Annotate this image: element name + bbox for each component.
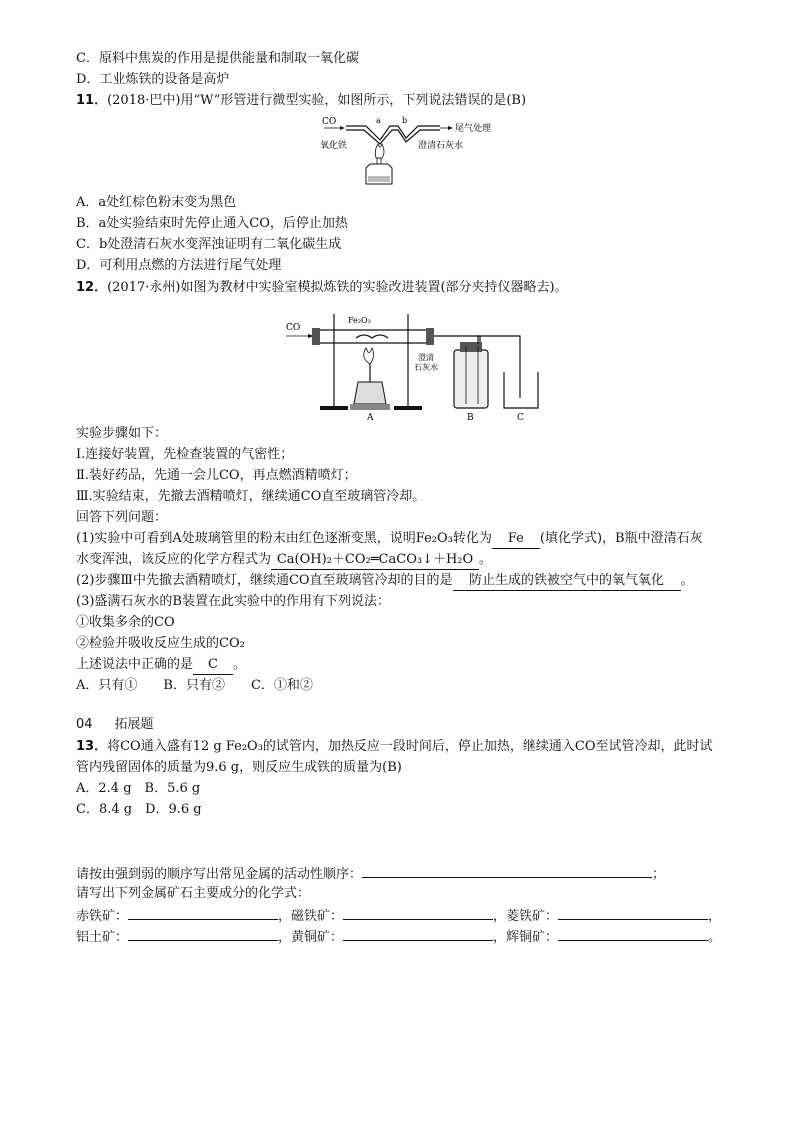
q12-stem-text: (2017·永州)如图为教材中实验室模拟炼铁的实验改进装置(部分夹持仪器略去)。 bbox=[107, 280, 568, 295]
q12-p1-text-d: 。 bbox=[479, 552, 493, 567]
magnetite-blank[interactable] bbox=[343, 906, 493, 920]
q12-step-3: Ⅲ.实验结束，先撤去酒精喷灯，继续通CO直至玻璃管冷却。 bbox=[76, 489, 426, 504]
q12-answer-title: 回答下列问题： bbox=[76, 510, 168, 525]
figure-label-limewater: 澄清石灰水 bbox=[418, 141, 464, 151]
fe2o3-powder bbox=[356, 335, 388, 338]
q13-line2: 管内残留固体的质量为9.6 g，则反应生成铁的质量为(B) bbox=[76, 760, 402, 775]
hematite-label: 赤铁矿： bbox=[76, 909, 129, 924]
apparatus-label-b: B bbox=[467, 413, 474, 422]
q12-p3-end: 。 bbox=[233, 657, 247, 672]
q13-options-row1: A．2.4 g B．5.6 g bbox=[76, 781, 201, 796]
q10-option-c: C．原料中焦炭的作用是提供能量和制取一氧化碳 bbox=[76, 51, 359, 66]
q12-answer-c: C bbox=[193, 656, 233, 675]
figure-label-tail: 尾气处理 bbox=[455, 124, 492, 134]
figure-label-co: CO bbox=[322, 117, 337, 127]
q13-line1-text: 将CO通入盛有12 g Fe₂O₃的试管内，加热反应一段时间后，停止加热，继续通入CO至试管冷却，此时试 bbox=[107, 739, 713, 754]
section-title: 拓展题 bbox=[114, 717, 154, 732]
apparatus-label-co: CO bbox=[286, 323, 301, 333]
iron-smelting-apparatus bbox=[284, 308, 544, 422]
chalcopyrite-blank[interactable] bbox=[343, 927, 493, 941]
section-header bbox=[76, 716, 154, 734]
activity-series-end: ； bbox=[652, 867, 666, 882]
activity-series-prompt bbox=[76, 864, 665, 884]
ore-formula-prompt: 请写出下列金属矿石主要成分的化学式： bbox=[76, 886, 311, 901]
q12-options: A．只有① B．只有② C．①和② bbox=[76, 678, 313, 693]
q10-option-d: D．工业炼铁的设备是高炉 bbox=[76, 72, 230, 87]
chalcocite-label: ，辉铜矿： bbox=[493, 930, 559, 945]
q11-number: 11． bbox=[76, 93, 108, 108]
q12-part3-question bbox=[76, 656, 246, 675]
row-2-end: 。 bbox=[708, 930, 722, 945]
q12-part1-line1 bbox=[76, 530, 703, 549]
siderite-label: ，菱铁矿： bbox=[493, 909, 559, 924]
q12-number: 12． bbox=[76, 280, 108, 295]
ore-row-2 bbox=[76, 927, 721, 947]
q12-p2-text-a: (2)步骤Ⅲ中先撤去酒精喷灯，继续通CO直至玻璃管冷却的目的是 bbox=[76, 573, 453, 588]
exit-arrow-head bbox=[448, 126, 453, 130]
arrow-head bbox=[340, 126, 345, 130]
q13-options-row2: C．8.4 g D．9.6 g bbox=[76, 802, 202, 817]
q12-stem bbox=[76, 279, 568, 297]
glass-tube bbox=[314, 330, 432, 343]
beaker-c-icon bbox=[504, 372, 538, 408]
q12-answer-fe: Fe bbox=[492, 530, 540, 549]
q11-w-tube-figure bbox=[318, 114, 508, 194]
ore-row-1 bbox=[76, 906, 721, 926]
chalcocite-blank[interactable] bbox=[558, 927, 708, 941]
apparatus-label-c: C bbox=[517, 413, 524, 422]
activity-series-blank[interactable] bbox=[362, 864, 652, 878]
w-tube-upper bbox=[346, 126, 440, 140]
chalcopyrite-label: ，黄铜矿： bbox=[278, 930, 344, 945]
q13-number: 13． bbox=[76, 739, 108, 754]
q12-steps-title: 实验步骤如下： bbox=[76, 426, 168, 441]
lamp-base bbox=[350, 404, 390, 410]
q11-option-a: A．a处红棕色粉末变为黑色 bbox=[76, 195, 237, 210]
bottle-stopper bbox=[460, 342, 482, 352]
q12-p1-text-b: (填化学式)，B瓶中澄清石灰 bbox=[539, 531, 703, 546]
hematite-blank[interactable] bbox=[128, 906, 278, 920]
row-1-end: ， bbox=[708, 909, 722, 924]
q12-part2 bbox=[76, 572, 694, 591]
w-tube-diagram bbox=[318, 114, 508, 194]
apparatus-label-limewater-1: 澄清 bbox=[418, 353, 434, 362]
magnetite-label: ，磁铁矿： bbox=[278, 909, 344, 924]
q12-apparatus-figure bbox=[284, 308, 544, 422]
q11-option-d: D．可利用点燃的方法进行尾气处理 bbox=[76, 258, 282, 273]
lamp-fuel bbox=[368, 176, 390, 182]
tube-stopper-left bbox=[312, 328, 320, 345]
q12-answer-purpose: 防止生成的铁被空气中的氧气氧化 bbox=[453, 572, 681, 591]
q12-p1-text-c: 水变浑浊，该反应的化学方程式为 bbox=[76, 552, 272, 567]
flame-icon bbox=[375, 144, 384, 158]
figure-label-iron-oxide: 氧化铁 bbox=[320, 141, 348, 151]
q12-part3-item-2: ②检验并吸收反应生成的CO₂ bbox=[76, 636, 245, 651]
bauxite-blank[interactable] bbox=[128, 927, 278, 941]
siderite-blank[interactable] bbox=[558, 906, 708, 920]
q12-p1-text-a: (1)实验中可看到A处玻璃管里的粉末由红色逐渐变黑，说明Fe₂O₃转化为 bbox=[76, 531, 492, 546]
q11-option-b: B．a处实验结束时先停止通入CO，后停止加热 bbox=[76, 216, 348, 231]
activity-series-label: 请按由强到弱的顺序写出常见金属的活动性顺序： bbox=[76, 867, 363, 882]
lamp-wick bbox=[377, 158, 381, 164]
bottle-b-icon bbox=[454, 350, 488, 408]
apparatus-label-fe2o3: Fe₂O₃ bbox=[348, 316, 371, 325]
apparatus-label-limewater-2: 石灰水 bbox=[414, 363, 438, 372]
q12-part3-item-1: ①收集多余的CO bbox=[76, 615, 175, 630]
q13-line1 bbox=[76, 738, 713, 756]
q12-p3-q-text: 上述说法中正确的是 bbox=[76, 657, 194, 672]
bauxite-label: 铝土矿： bbox=[76, 930, 129, 945]
q12-step-2: Ⅱ.装好药品，先通一会儿CO，再点燃酒精喷灯； bbox=[76, 468, 357, 483]
blast-flame-icon bbox=[364, 348, 374, 364]
q11-stem-text: (2018·巴中)用“W”形管进行微型实验，如图所示，下列说法错误的是(B) bbox=[107, 93, 527, 108]
q12-answer-equation: Ca(OH)₂＋CO₂═CaCO₃↓＋H₂O bbox=[271, 551, 479, 570]
q12-part1-line2 bbox=[76, 551, 492, 570]
q11-option-c: C．b处澄清石灰水变浑浊证明有二氧化碳生成 bbox=[76, 237, 342, 252]
figure-label-a: a bbox=[376, 116, 381, 125]
q12-part3: (3)盛满石灰水的B装置在此实验中的作用有下列说法： bbox=[76, 594, 390, 609]
stand-base-left bbox=[320, 406, 348, 410]
tube-stopper-right bbox=[426, 328, 434, 345]
blast-lamp-icon bbox=[354, 382, 386, 404]
stand-base-right bbox=[394, 406, 422, 410]
q12-p2-text-b: 。 bbox=[680, 573, 694, 588]
q11-stem bbox=[76, 92, 526, 110]
q12-step-1: Ⅰ.连接好装置，先检查装置的气密性； bbox=[76, 447, 294, 462]
figure-label-b: b bbox=[402, 116, 408, 125]
apparatus-label-a: A bbox=[367, 413, 374, 422]
section-number: 04 bbox=[76, 717, 93, 732]
